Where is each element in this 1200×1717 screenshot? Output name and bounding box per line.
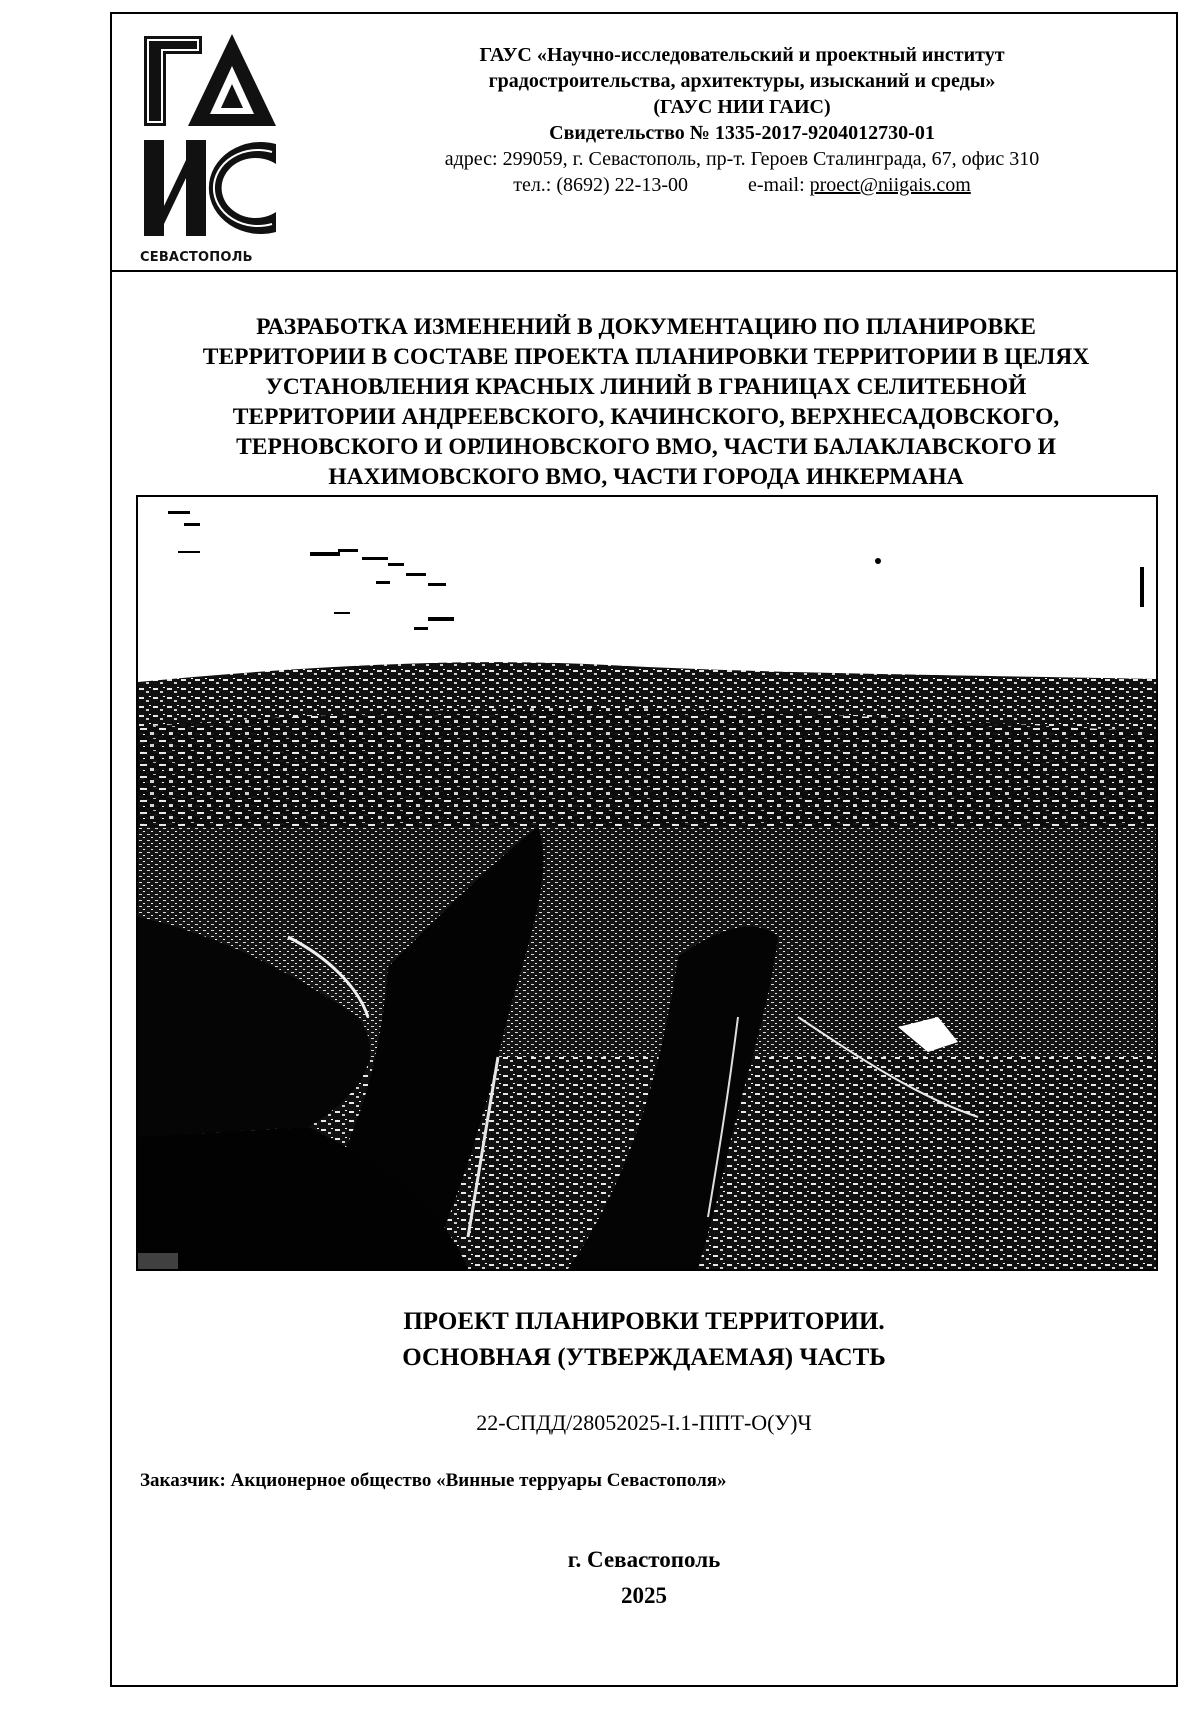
aerial-city-photo (136, 495, 1158, 1271)
aerial-photo-image (138, 497, 1156, 1269)
logo-city-label: СЕВАСТОПОЛЬ (140, 250, 253, 265)
logo-mark-icon (140, 28, 280, 243)
title-line: ТЕРНОВСКОГО И ОРЛИНОВСКОГО ВМО, ЧАСТИ БАЛАКЛАВСКОГО И (236, 434, 1056, 460)
city-year-block (112, 1542, 1176, 1614)
organization-block (342, 42, 1142, 198)
customer-line: Заказчик: Акционерное общество «Винные терруары Севастополя» (140, 1470, 727, 1491)
org-name-line-2: градостроительства, архитектуры, изысканий и среды» (488, 70, 996, 92)
year: 2025 (621, 1583, 667, 1608)
title-line: УСТАНОВЛЕНИЯ КРАСНЫХ ЛИНИЙ В ГРАНИЦАХ СЕЛИТЕБНОЙ (265, 374, 1027, 400)
city-name: г. Севастополь (567, 1547, 721, 1572)
title-line: РАЗРАБОТКА ИЗМЕНЕНИЙ В ДОКУМЕНТАЦИЮ ПО ПЛАНИРОВКЕ (256, 314, 1036, 340)
org-phone: тел.: (8692) 22-13-00 (513, 174, 688, 196)
title-page-frame (110, 12, 1178, 1687)
org-email-link[interactable]: proect@niigais.com (809, 174, 971, 196)
org-address: адрес: 299059, г. Севастополь, пр-т. Героев Сталинграда, 67, офис 310 (444, 148, 1040, 170)
title-line: НАХИМОВСКОГО ВМО, ЧАСТИ ГОРОДА ИНКЕРМАНА (328, 464, 964, 490)
document-subtitle (112, 1304, 1176, 1376)
title-line: ТЕРРИТОРИИ В СОСТАВЕ ПРОЕКТА ПЛАНИРОВКИ ТЕРРИТОРИИ В ЦЕЛЯХ (202, 344, 1090, 370)
title-line: ТЕРРИТОРИИ АНДРЕЕВСКОГО, КАЧИНСКОГО, ВЕРХНЕСАДОВСКОГО, (232, 404, 1060, 430)
org-contacts (342, 172, 1142, 198)
subtitle-line-2: ОСНОВНАЯ (УТВЕРЖДАЕМАЯ) ЧАСТЬ (402, 1344, 886, 1371)
document-code: 22-СПДД/28052025-I.1-ППТ-О(У)Ч (476, 1410, 812, 1435)
document-title (132, 312, 1160, 492)
org-certificate: Свидетельство № 1335-2017-9204012730-01 (549, 122, 935, 144)
org-name-line-1: ГАУС «Научно-исследовательский и проектный институт (479, 44, 1005, 66)
header-block (112, 14, 1176, 272)
institute-logo (140, 28, 280, 268)
org-email-label: e-mail: (748, 174, 810, 196)
org-short-name: (ГАУС НИИ ГАИС) (653, 96, 831, 118)
subtitle-line-1: ПРОЕКТ ПЛАНИРОВКИ ТЕРРИТОРИИ. (403, 1308, 885, 1335)
